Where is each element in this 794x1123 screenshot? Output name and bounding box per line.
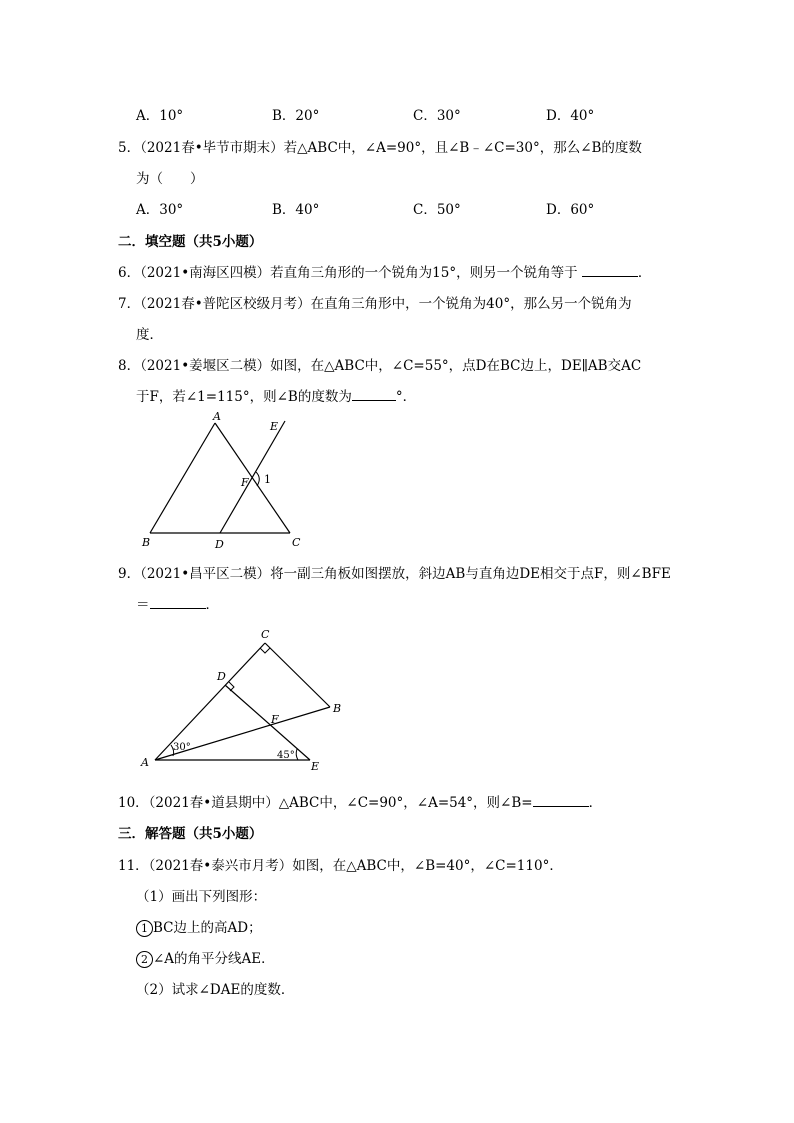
q5-stem-line2: 为（ ） — [136, 171, 204, 187]
q10-answer-blank[interactable] — [533, 794, 589, 807]
q7-stem-line2: 度． — [136, 327, 163, 343]
q9-stem-line1: 9．（2021•昌平区二模）将一副三角板如图摆放，斜边AB与直角边DE相交于点F，则∠BFE — [118, 566, 671, 582]
q5-option-d: D．60° — [546, 202, 595, 218]
q9-label-e: E — [311, 760, 320, 773]
q8-stem-line1: 8．（2021•姜堰区二模）如图，在△ABC中，∠C=55°，点D在BC边上，DE∥AB交AC — [118, 358, 642, 374]
q9-figure — [135, 625, 355, 775]
q8-label-e: E — [270, 420, 279, 433]
q4-option-c: C．30° — [413, 108, 461, 124]
q8-label-a: A — [213, 410, 221, 423]
q9-label-f: F — [271, 713, 279, 726]
q5-stem-line1: 5．（2021春•毕节市期末）若△ABC中，∠A=90°，且∠B﹣∠C=30°，那么∠B的度数 — [118, 140, 642, 156]
q11-stem: 11．（2021春•泰兴市月考）如图，在△ABC中，∠B=40°，∠C=110°． — [118, 858, 563, 874]
q6-text: 6．（2021•南海区四模）若直角三角形的一个锐角为15°，则另一个锐角等于 — [118, 265, 578, 281]
q11-item1-number: 1 — [136, 920, 153, 937]
q9-answer-blank[interactable] — [150, 596, 206, 609]
q5-option-c: C．50° — [413, 202, 461, 218]
q8-label-d: D — [215, 538, 224, 551]
q9-tail: ． — [205, 597, 219, 613]
q11-item1-text: BC边上的高AD； — [153, 920, 262, 936]
q6-answer-blank[interactable] — [582, 264, 638, 277]
q8-label-angle1: 1 — [264, 473, 271, 486]
q5-option-a: A．30° — [136, 202, 184, 218]
q10-text: 10．（2021春•道县期中）△ABC中，∠C=90°，∠A=54°，则∠B= — [118, 795, 533, 811]
q11-sub1: （1）画出下列图形： — [136, 889, 267, 905]
q9-label-d: D — [217, 670, 226, 683]
q9-label-30deg: 30° — [173, 742, 191, 753]
q4-option-d: D．40° — [546, 108, 595, 124]
q9-label-b: B — [333, 702, 342, 715]
q6 — [118, 261, 651, 281]
q11-item2-number: 2 — [136, 951, 153, 968]
section-title-fill-blank: 二．填空题（共5小题） — [118, 234, 263, 250]
q8-label-c: C — [292, 536, 301, 549]
q10-tail: ． — [588, 795, 603, 811]
q8-label-b: B — [142, 536, 151, 549]
q9-label-a: A — [141, 756, 149, 769]
q7-stem-line1: 7．（2021春•普陀区校级月考）在直角三角形中，一个锐角为40°，那么另一个锐角为 — [118, 296, 632, 312]
q11-item2-text: ∠A的角平分线AE． — [153, 951, 275, 967]
q8-figure — [130, 408, 310, 553]
q5-option-b: B．40° — [272, 202, 320, 218]
section-title-solve: 三．解答题（共5小题） — [118, 826, 263, 842]
q9-label-c: C — [261, 628, 270, 641]
q10 — [118, 791, 602, 811]
q9-label-45deg: 45° — [277, 750, 295, 761]
q11-item1 — [136, 916, 262, 937]
q4-option-a: A．10° — [136, 108, 184, 124]
q4-option-b: B．20° — [272, 108, 320, 124]
q9-text: ＝ — [136, 597, 150, 613]
q8-stem-line2 — [136, 385, 416, 405]
q8-label-f: F — [241, 476, 249, 489]
q11-sub2: （2）试求∠DAE的度数． — [136, 982, 295, 998]
q8-answer-blank[interactable] — [352, 388, 396, 401]
q9-stem-line2 — [136, 593, 219, 613]
q6-tail: ． — [637, 265, 652, 281]
q11-item2 — [136, 947, 275, 968]
q8-text: 于F，若∠1=115°，则∠B的度数为 — [136, 389, 352, 405]
q8-tail: °． — [395, 389, 417, 405]
